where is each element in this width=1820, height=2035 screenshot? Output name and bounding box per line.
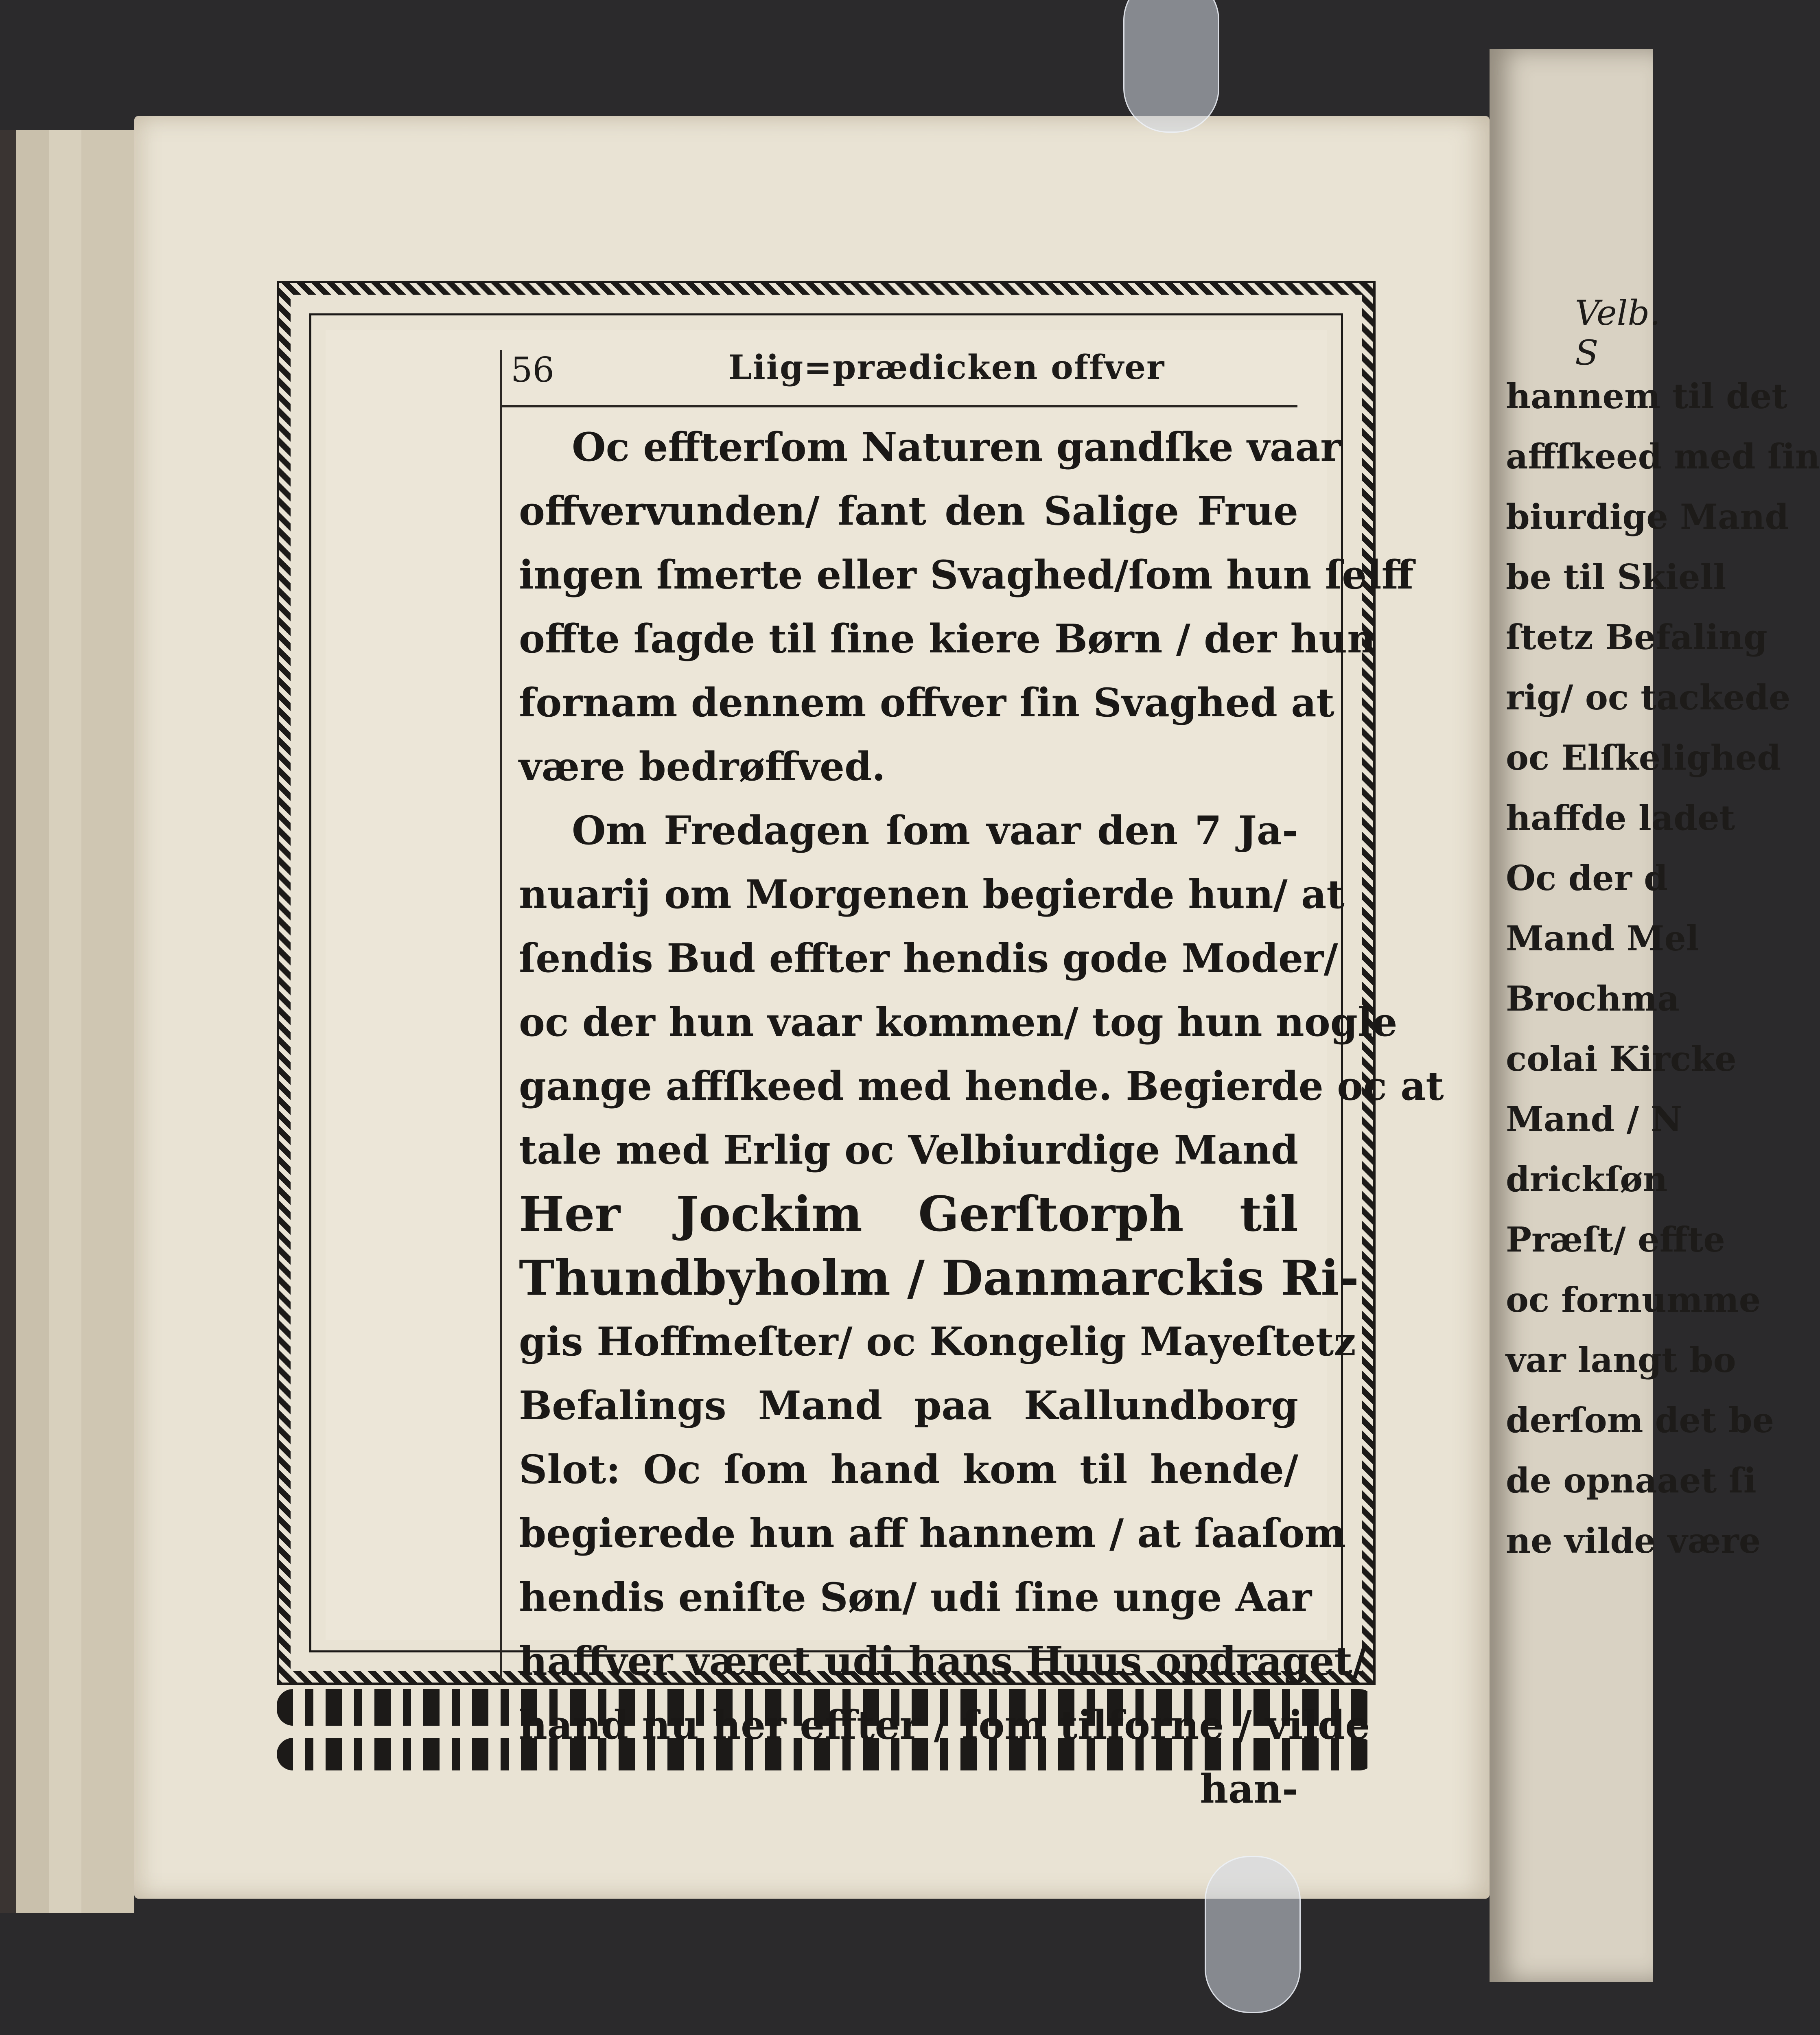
facing-line: be til Skiell [1506, 557, 1726, 597]
text-line: Slot: Oc ſom hand kom til hende/ [519, 1446, 1298, 1492]
facing-line: ſtetz Befaling [1506, 617, 1768, 657]
running-head: Liig=prædicken offver [728, 348, 1165, 387]
facing-page-text [1506, 366, 1820, 1571]
text-line: oc der hun vaar kommen/ tog hun nogle [519, 999, 1398, 1045]
text-line: nuarij om Morgenen begierde hun/ at [519, 871, 1345, 917]
text-line: hendis eniſte Søn/ udi ſine unge Aar [519, 1574, 1312, 1620]
text-line: tale med Erlig oc Velbiurdige Mand [519, 1127, 1298, 1173]
facing-line: de opnaaet ſi [1506, 1460, 1757, 1501]
facing-line: Brochma [1506, 978, 1680, 1019]
facing-line: Mand / N [1506, 1099, 1682, 1139]
margin-rule [500, 350, 502, 1681]
facing-line: oc fornumme [1506, 1280, 1761, 1320]
header-rule [500, 405, 1297, 407]
text-line: gange affſkeed med hende. Begierde oc at [519, 1063, 1444, 1109]
facing-line: biurdige Mand [1506, 497, 1789, 537]
page-body [519, 415, 1444, 1821]
facing-line: affſkeed med ſin [1506, 436, 1820, 477]
text-line: ſendis Bud effter hendis gode Moder/ [519, 935, 1338, 981]
text-line: offvervunden/ fant den Salige Frue [519, 488, 1298, 534]
book-left-edge [0, 130, 134, 1913]
facing-line: Mand Mel [1506, 918, 1699, 958]
text-line: være bedrøffved. [519, 744, 886, 790]
facing-page-head: Velb. S [1575, 293, 1660, 373]
text-line: hand nu her effter / ſom tilforne / vilde [519, 1702, 1370, 1748]
page-number: 56 [511, 350, 554, 390]
facing-line: hannem til det [1506, 376, 1788, 416]
text-line: fornam dennem offver ſin Svaghed at [519, 680, 1334, 726]
text-line: gis Hoffmeſter/ oc Kongelig Mayeſtetz [519, 1319, 1356, 1365]
catchword: han- [1200, 1766, 1298, 1812]
text-line: begierede hun aff hannem / at ſaaſom [519, 1510, 1346, 1556]
text-line: Oc effterſom Naturen gandſke vaar [572, 424, 1341, 470]
text-line: Befalings Mand paa Kallundborg [519, 1383, 1298, 1429]
facing-line: colai Kircke [1506, 1039, 1737, 1079]
facing-line: derſom det be [1506, 1400, 1774, 1440]
text-line: ingen ſmerte eller Svaghed/ſom hun ſelff [519, 552, 1414, 598]
text-line: Her Jockim Gerſtorph til [519, 1186, 1298, 1242]
page-clip-bottom [1205, 1856, 1301, 2013]
facing-line: var langt bo [1506, 1340, 1736, 1380]
facing-line: rig/ oc tackede [1506, 677, 1791, 718]
facing-line: oc Elſkelighed [1506, 737, 1781, 778]
facing-line: Oc der d [1506, 858, 1668, 898]
text-line: offte ſagde til ſine kiere Børn / der hun [519, 616, 1376, 662]
facing-line: Præſt/ effte [1506, 1219, 1725, 1260]
text-line: Om Fredagen ſom vaar den 7 Ja- [572, 807, 1298, 853]
text-line: Thundbyholm / Danmarckis Ri- [519, 1249, 1359, 1306]
text-line: haffver været udi hans Huus opdraget/ [519, 1638, 1367, 1684]
facing-line: ne vilde være [1506, 1521, 1761, 1561]
page-clip-top [1123, 0, 1219, 133]
facing-line: haffde ladet [1506, 798, 1735, 838]
facing-line: drickſøn [1506, 1159, 1668, 1199]
